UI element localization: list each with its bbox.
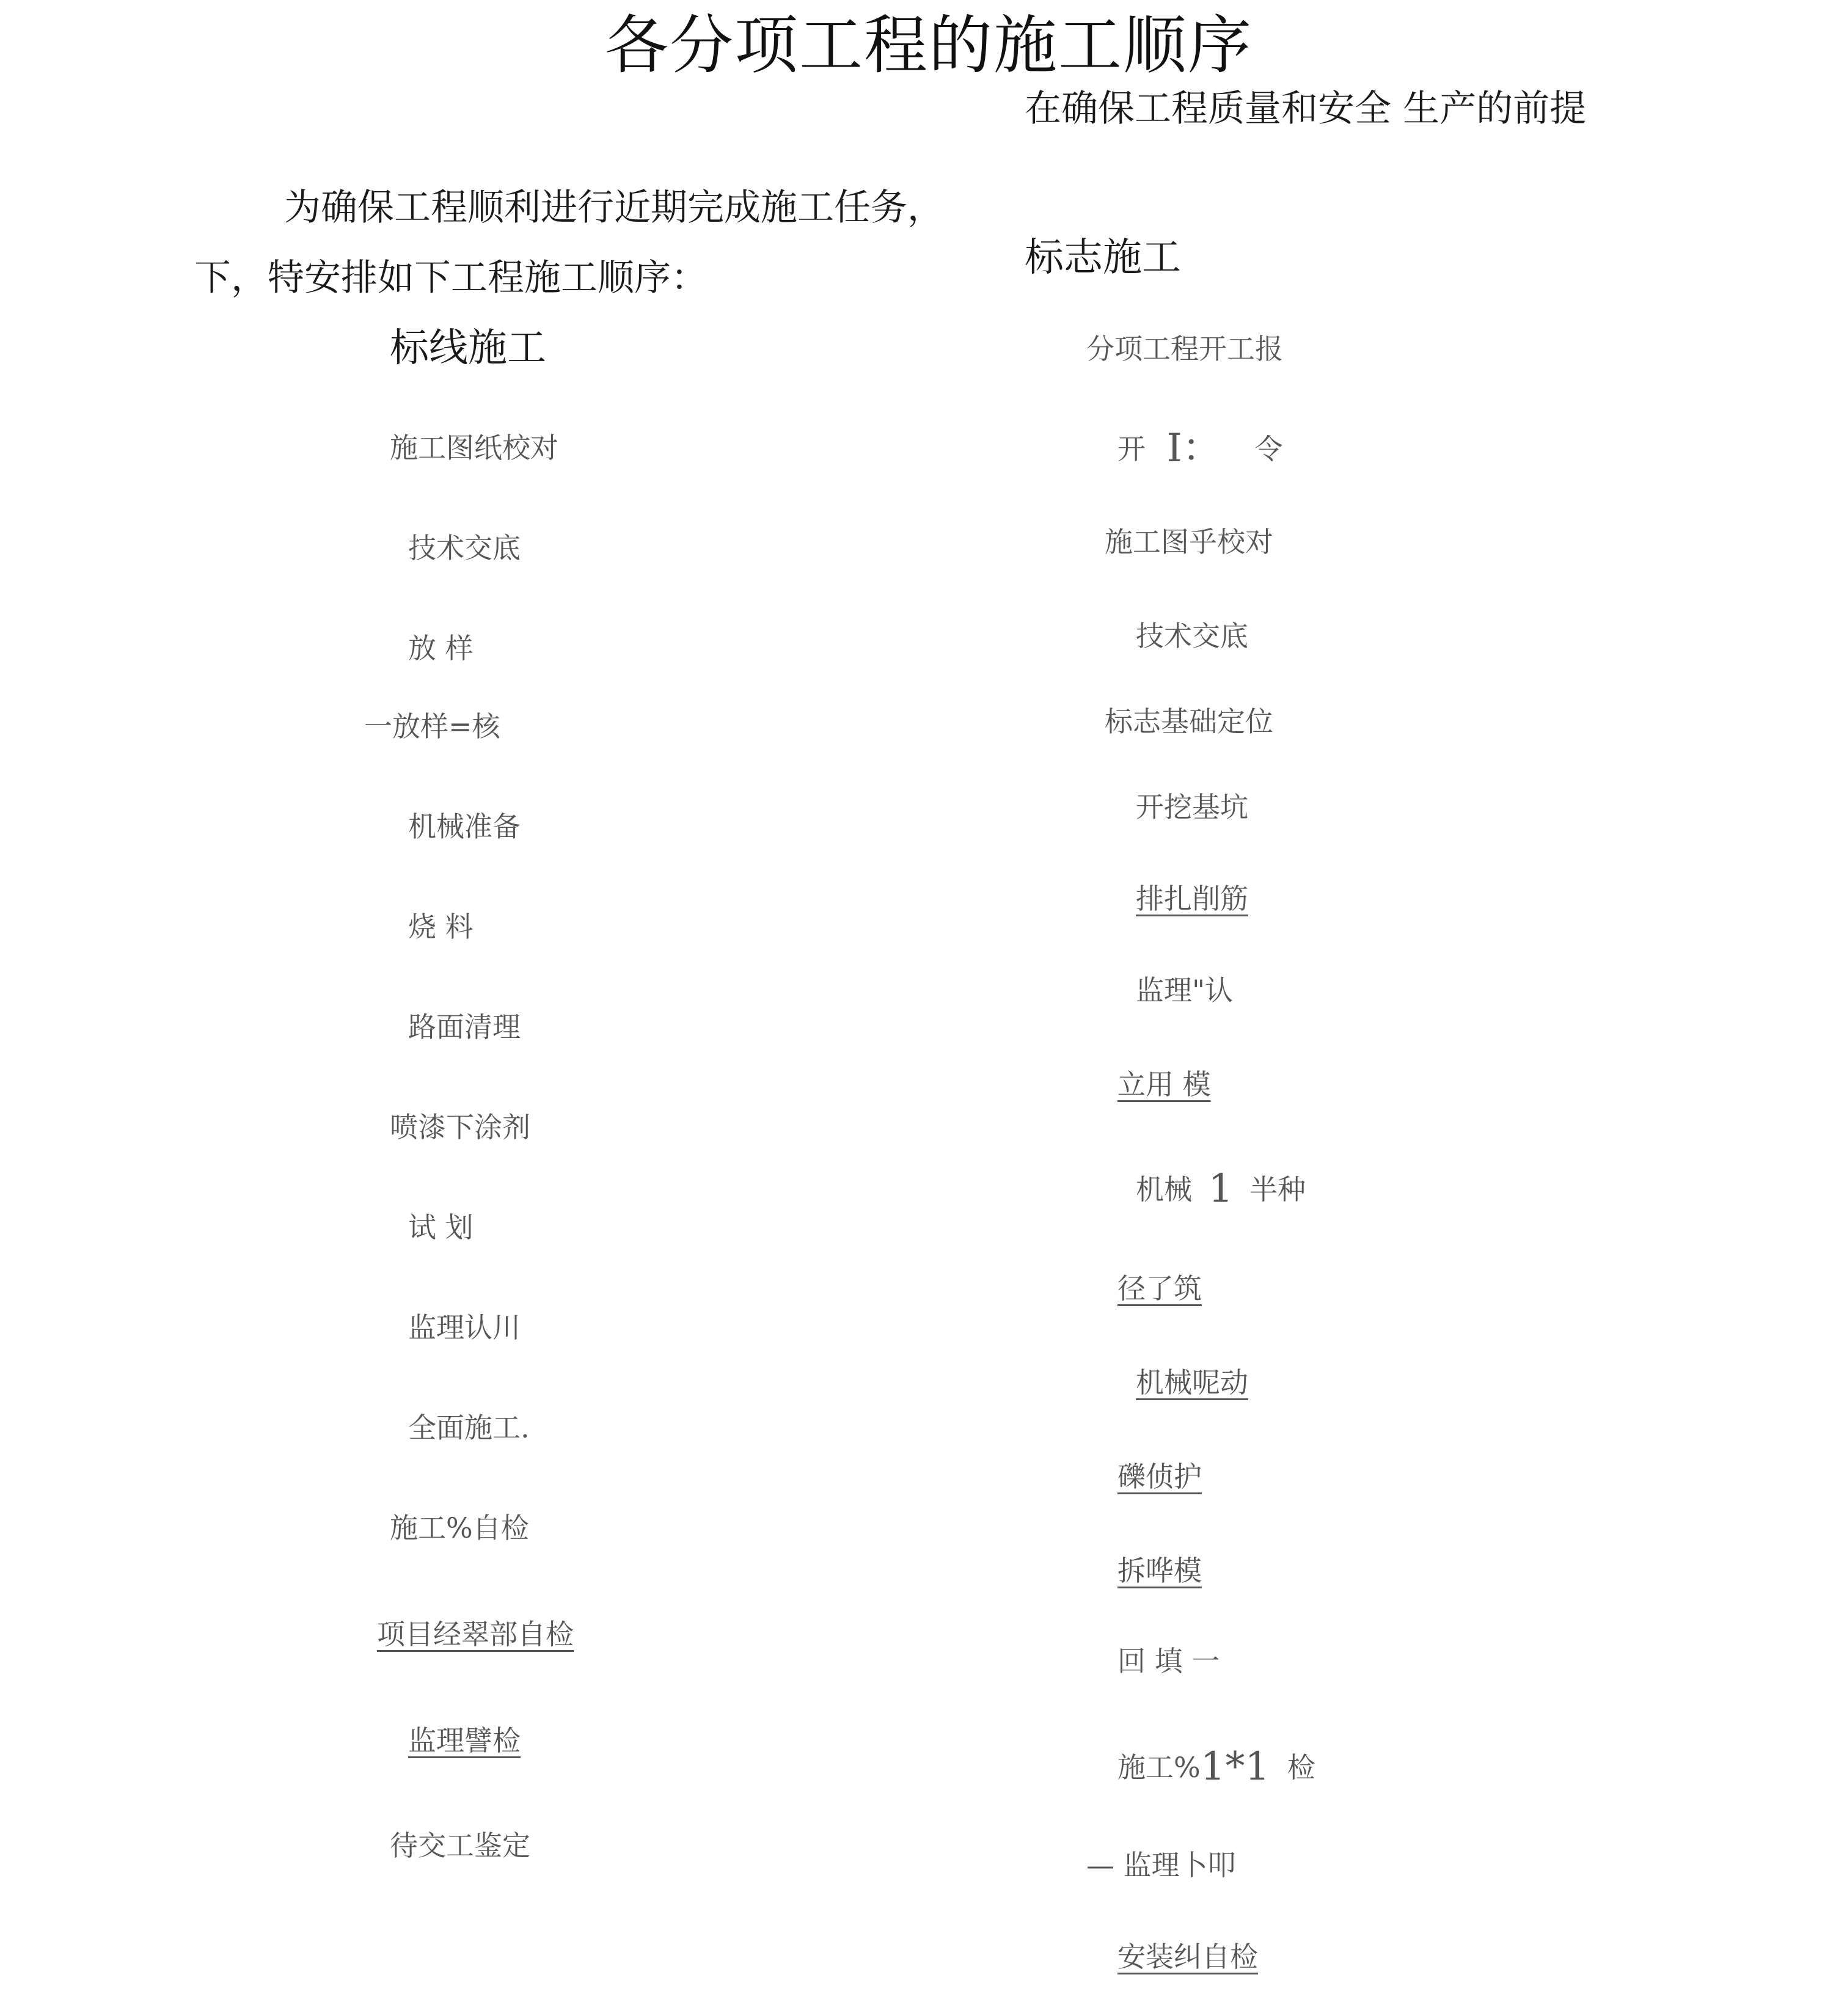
right-step: 监理"认 (1136, 974, 1234, 1007)
right-step-part: 开 (1117, 433, 1146, 466)
intro-line-2: 下，特安排如下工程施工顺序： (194, 257, 708, 299)
left-step: 放 样 (408, 632, 474, 665)
right-step: 立用 模 (1117, 1068, 1211, 1101)
right-step: 施工图乎校对 (1105, 525, 1273, 558)
left-step: 监理认川 (408, 1311, 521, 1344)
right-step: 分项工程开工报 (1086, 332, 1283, 365)
left-step: 机械准备 (408, 810, 521, 843)
left-step: 全面施工. (408, 1411, 530, 1444)
right-step: 开挖基坑 (1136, 791, 1248, 824)
right-step: 排扎削筋 (1136, 882, 1248, 915)
right-step: 标志基础定位 (1105, 705, 1273, 738)
right-step: — 监理卜叩 (1086, 1849, 1236, 1882)
intro-line-right: 在确保工程质量和安全 生产的前提 (1025, 87, 1587, 130)
left-step: 试 划 (408, 1211, 474, 1244)
right-step-part: 1 (1208, 1166, 1234, 1211)
left-step: 喷漆下涂剂 (390, 1111, 530, 1144)
page-title: 各分项工程的施工顺序 (605, 8, 1253, 82)
left-step: 施工图纸校对 (390, 431, 558, 464)
right-step (1136, 1166, 1306, 1211)
intro-line-1: 为确保工程顺利进行近期完成施工任务， (284, 186, 944, 229)
left-step: 技术交底 (408, 531, 521, 564)
left-step: 一放样=核 (364, 710, 500, 743)
left-step: 路面清理 (408, 1010, 521, 1043)
section-heading-marking: 标线施工 (390, 326, 546, 371)
right-step-part: 1*1 (1200, 1744, 1270, 1789)
right-step-part: 令 (1254, 433, 1283, 466)
right-step: 礫侦护 (1117, 1460, 1202, 1493)
left-step: 监理譬检 (408, 1724, 521, 1757)
left-step: 烧 料 (408, 910, 474, 943)
right-step (1117, 1744, 1315, 1789)
right-step: 技术交底 (1136, 619, 1248, 652)
right-step (1117, 426, 1283, 471)
section-heading-sign: 标志施工 (1025, 235, 1181, 280)
left-step: 项目经翠部自检 (377, 1618, 574, 1651)
left-step: 施工%自检 (390, 1511, 529, 1544)
right-step: 回 填 一 (1117, 1645, 1220, 1678)
left-step: 待交工鉴定 (390, 1829, 530, 1862)
right-step-part: 机械 (1136, 1173, 1192, 1206)
right-step-part: 检 (1287, 1751, 1315, 1784)
right-step: 拆哗模 (1117, 1554, 1202, 1587)
right-step: 机械呢动 (1136, 1366, 1248, 1399)
right-step-part: I： (1166, 426, 1221, 471)
right-step-part: 施工% (1117, 1751, 1201, 1784)
right-step: 径了筑 (1117, 1272, 1202, 1305)
right-step-part: 半种 (1249, 1173, 1306, 1206)
right-step: 安装纠自检 (1117, 1940, 1258, 1973)
